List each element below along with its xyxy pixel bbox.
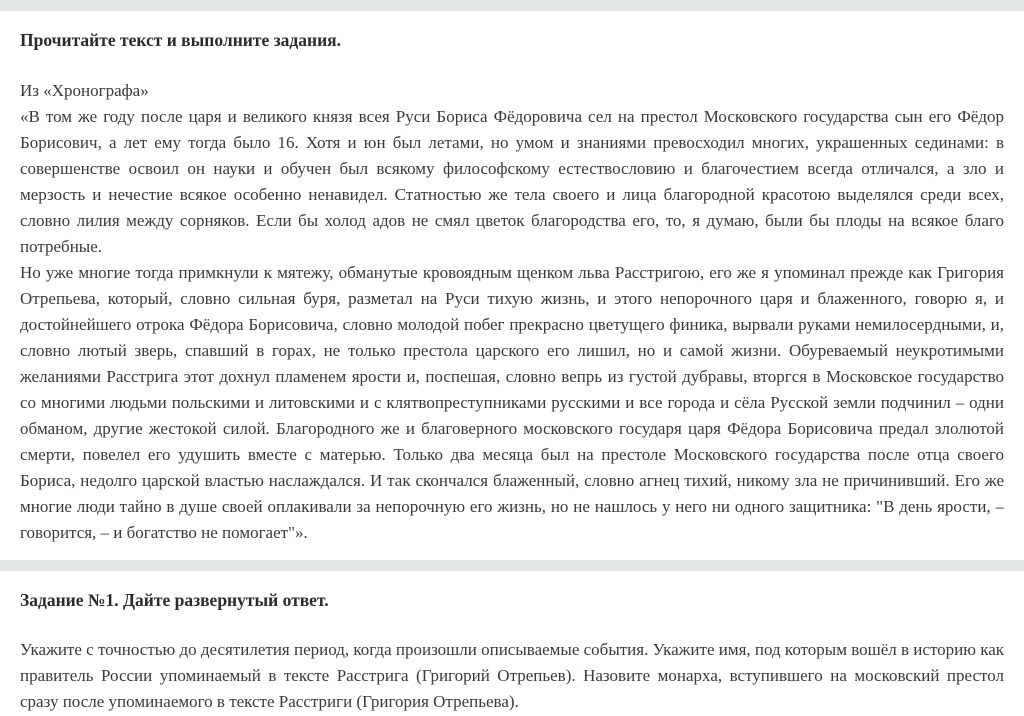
source-title: Из «Хронографа»	[20, 81, 149, 100]
task-section	[0, 587, 1024, 715]
instruction-header: Прочитайте текст и выполните задания.	[20, 30, 342, 50]
task-header: Задание №1. Дайте развернутый ответ.	[20, 590, 329, 610]
reading-section	[0, 27, 1024, 560]
top-divider	[0, 0, 1024, 11]
task-text: Укажите с точностью до десятилетия период, когда произошли описываемые события. Укажите имя, под которым вошёл в историю как правитель России упоминаемый в тексте Расстрига (Григорий Отрепьев). Назовите монарха, вступившего на московский престол сразу после упоминаемого в тексте Расстриги (Григория Отрепьева).	[20, 640, 1004, 711]
source-paragraph-1: «В том же году после царя и великого князя всея Руси Бориса Фёдоровича сел на престол Московского государства сын его Фёдор Борисович, а лет ему тогда было 16. Хотя и юн был летами, но умом и знаниями превосходил многих, украшенных сединами: в совершенстве освоил он науки и обучен был всякому философскому естествословию и благочестием всегда отличался, а зло и мерзость и нечестие всякое особенно ненавидел. Статностью же тела своего и лица благородной красотою выделялся среди всех, словно лилия между сорняков. Если бы холод адов не смял цветок благородства его, то, я думаю, были бы плоды на всякое благо потребные.	[20, 107, 1004, 256]
section-divider	[0, 560, 1024, 571]
spacer	[20, 546, 1004, 560]
source-paragraph-2: Но уже многие тогда примкнули к мятежу, обманутые кровоядным щенком льва Расстригою, его же я упоминал прежде как Григория Отрепьева, который, словно сильная буря, разметал на Руси тихую жизнь, и этого непорочного царя и блаженного, говорю я, и достойнейшего отрока Фёдора Борисовича, словно молодой побег прекрасно цветущего финика, вырвали руками немилосердными, и, словно лютый зверь, спавший в горах, не только престола царского его лишил, но и самой жизни. Обуреваемый неукротимыми желаниями Расстрига этот дохнул пламенем ярости и, поспешая, словно вепрь из густой дубравы, вторгся в Московское государство со многими людьми польскими и литовскими и с клятвопреступниками русскими и все города и сёла Русской земли подчинил – одни обманом, другие жестокой силой. Благородного же и благоверного московского государя царя Фёдора Борисовича предал злолютой смерти, повелел его удушить вместе с матерью. Только два месяца был на престоле Московского государства после отца своего Бориса, недолго царской властью наслаждался. И так скончался блаженный, словно агнец тихий, никому зла не причинивший. Его же многие люди тайно в душе своей оплакивали за непорочную его жизнь, но не нашлось у него ни одного защитника: "В день ярости, – говорится, – и богатство не помогает"».	[20, 263, 1004, 542]
